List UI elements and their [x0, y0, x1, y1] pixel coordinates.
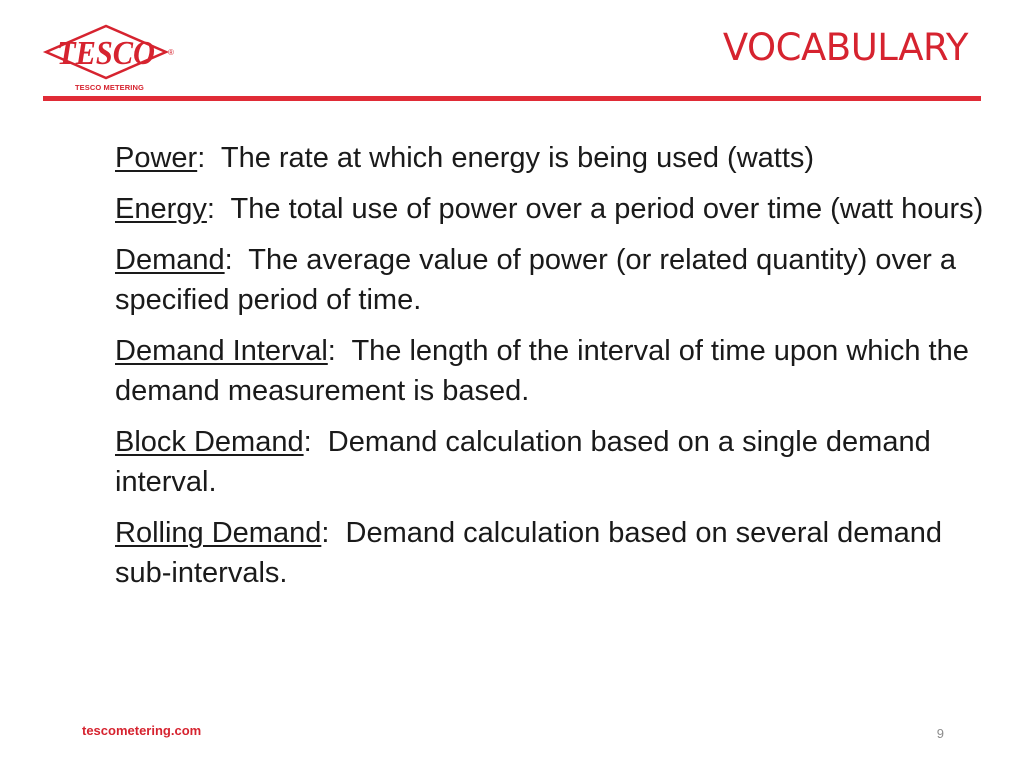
definition-demand: [115, 240, 985, 320]
definition-text: Demand calculation based on several demand sub-intervals.: [115, 517, 942, 589]
tesco-logo-icon: [38, 22, 178, 84]
term-energy: Energy: [115, 193, 207, 225]
footer-url: tescometering.com: [82, 723, 202, 738]
logo-wordmark: TESCO: [57, 35, 155, 72]
definition-text: Demand calculation based on a single demand interval.: [115, 426, 931, 498]
logo-registered-mark: ®: [168, 48, 174, 57]
logo-subtitle: TESCO METERING: [75, 83, 144, 92]
term-power: Power: [115, 142, 198, 174]
definition-text: The length of the interval of time upon which the demand measurement is based.: [115, 335, 969, 407]
definition-block-demand: [115, 422, 985, 502]
definition-list: [115, 138, 985, 604]
separator: :: [206, 193, 231, 225]
separator: :: [327, 335, 352, 367]
definition-demand-interval: [115, 331, 985, 411]
term-demand: Demand: [115, 244, 225, 276]
slide-title: VOCABULARY: [722, 26, 968, 69]
definition-rolling-demand: [115, 513, 985, 593]
definition-energy: [115, 189, 985, 229]
separator: :: [303, 426, 328, 458]
separator: :: [321, 517, 346, 549]
term-demand-interval: Demand Interval: [115, 335, 328, 367]
definition-power: [115, 138, 985, 178]
definition-text: The average value of power (or related quantity) over a specified period of time.: [115, 244, 956, 316]
page-number: 9: [936, 726, 944, 741]
separator: :: [224, 244, 249, 276]
definition-text: The rate at which energy is being used (watts): [220, 142, 815, 174]
definition-text: The total use of power over a period over time (watt hours): [230, 193, 984, 225]
term-block-demand: Block Demand: [115, 426, 304, 458]
term-rolling-demand: Rolling Demand: [115, 517, 322, 549]
title-divider: [43, 96, 981, 101]
separator: :: [197, 142, 221, 174]
